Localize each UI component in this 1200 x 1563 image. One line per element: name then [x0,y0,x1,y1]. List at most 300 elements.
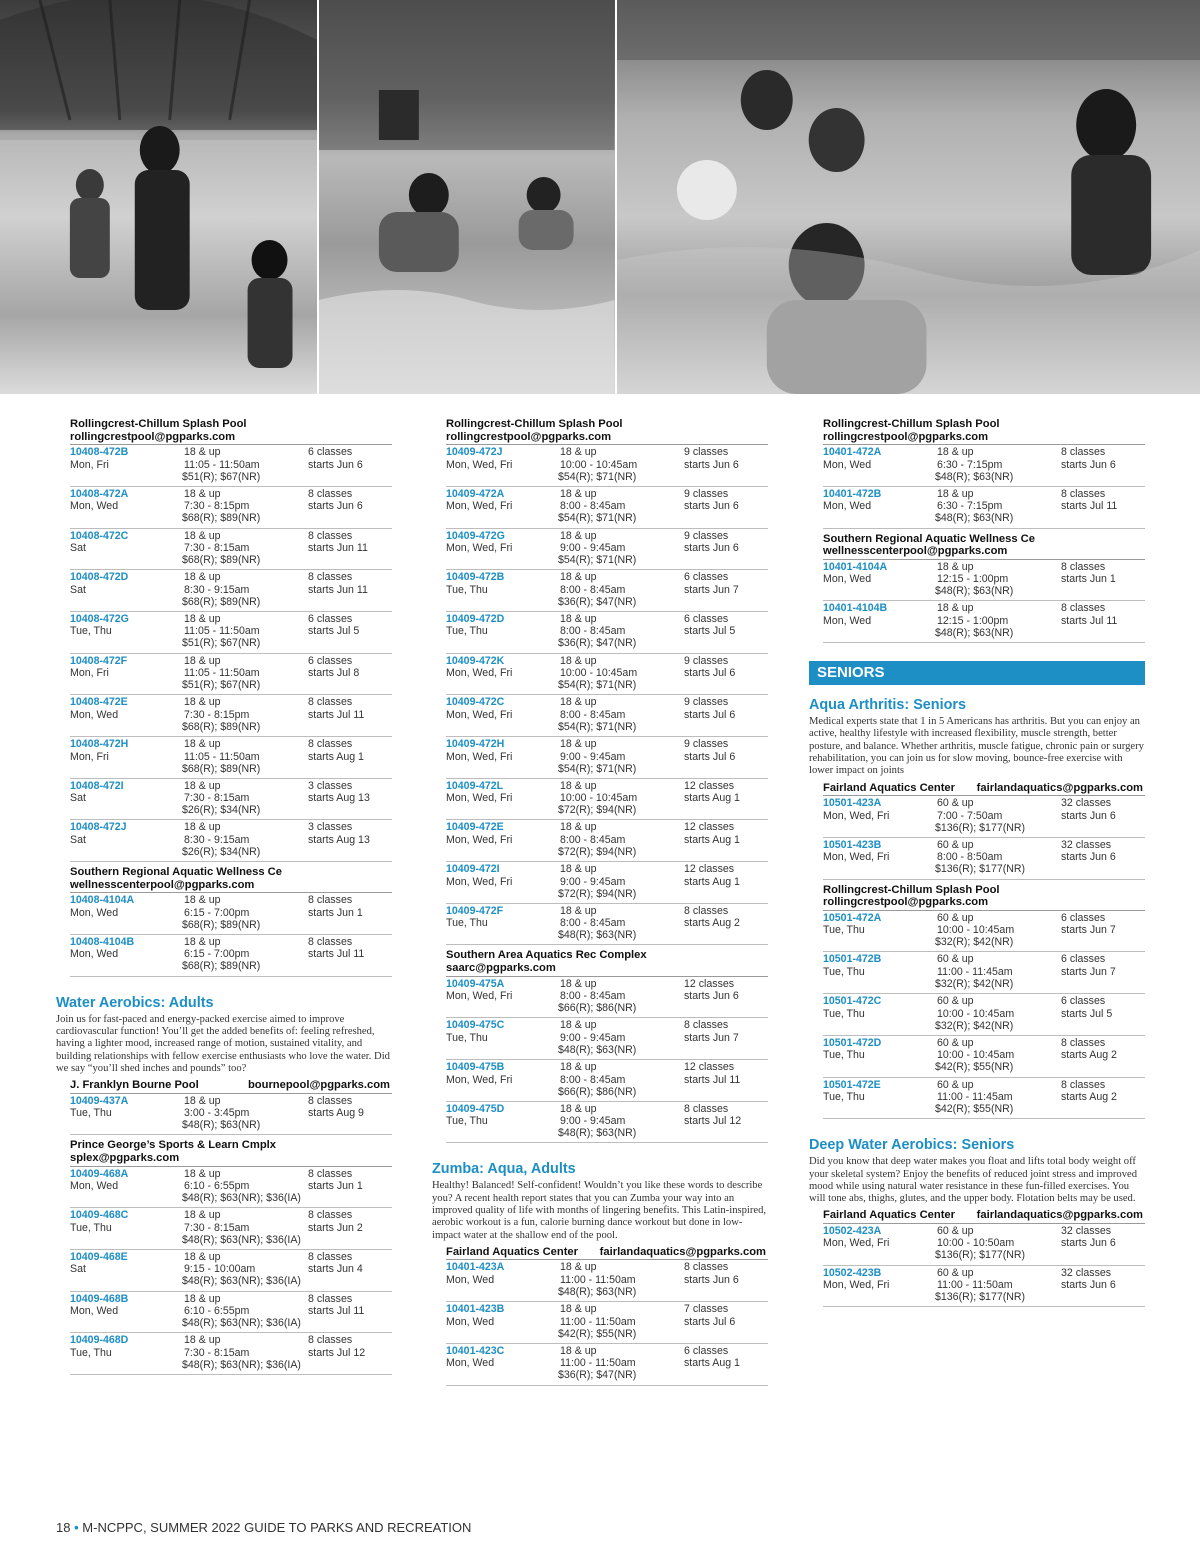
class-time: 8:00 - 8:45am [560,500,626,513]
class-time: 12:15 - 1:00pm [937,614,1009,627]
class-count: 8 classes [308,487,353,500]
class-row [70,529,392,571]
class-time: 7:30 - 8:15pm [184,708,250,721]
start-date: starts Jun 7 [1061,965,1116,978]
age-range: 18 & up [560,1102,597,1115]
course-code: 10409-472E [446,821,504,834]
class-list [823,559,1145,643]
class-row [446,529,768,571]
age-range: 18 & up [937,560,974,573]
class-time: 7:30 - 8:15am [184,792,250,805]
class-row [446,612,768,654]
start-date: starts Jul 8 [308,667,360,680]
class-fee: $72(R); $94(NR) [558,804,637,817]
class-fee: $48(R); $63(NR); $36(IA) [182,1358,301,1371]
class-row [70,820,392,862]
start-date: starts Jul 11 [1061,500,1118,513]
course-code: 10408-472F [70,654,128,667]
class-days: Mon, Wed, Fri [446,875,513,888]
class-count: 8 classes [1061,560,1106,573]
venue-email: wellnesscenterpool@pgparks.com [70,878,255,891]
class-fee: $48(R); $63(NR); $36(IA) [182,1317,301,1330]
venue-block [809,533,1145,644]
age-range: 18 & up [560,863,597,876]
class-fee: $48(R); $63(NR) [935,512,1014,525]
column-1 [56,418,392,1375]
start-date: starts Jun 6 [684,458,739,471]
class-fee: $48(R); $63(NR) [935,626,1014,639]
class-count: 8 classes [308,1209,353,1222]
class-row [70,1292,392,1334]
start-date: starts Aug 1 [684,792,740,805]
course-code: 10409-437A [70,1094,129,1107]
class-fee: $32(R); $42(NR) [935,1019,1014,1032]
class-fee: $42(R); $55(NR) [558,1327,637,1340]
class-row [70,779,392,821]
course-code: 10501-423A [823,797,882,810]
class-row [446,1102,768,1144]
class-list [823,795,1145,879]
section-description: Join us for fast-paced and energy-packed exercise aimed to improve cardiovascular function! You’ll get the added benefits of: feeling refreshed, having a lighter mood, increased range of motion, sustained vitality, and building relationships with fellow exercise enthusiasts who love the water. Did we say “you’ll shed inches and pounds” too? [56,1013,390,1074]
course-code: 10409-468E [70,1250,128,1263]
start-date: starts Jul 11 [308,708,365,721]
class-fee: $54(R); $71(NR) [558,762,637,775]
class-time: 8:00 - 8:45am [560,917,626,930]
class-days: Mon, Wed, Fri [446,792,513,805]
class-time: 11:00 - 11:45am [937,1091,1013,1104]
course-code: 10408-4104B [70,935,135,948]
start-date: starts Aug 2 [684,917,740,930]
class-count: 8 classes [308,571,353,584]
age-range: 60 & up [937,797,974,810]
start-date: starts Jun 6 [308,458,363,471]
class-time: 11:00 - 11:50am [560,1357,636,1370]
start-date: starts Jun 1 [1061,573,1116,586]
course-code: 10501-423B [823,838,882,851]
class-time: 7:30 - 8:15am [184,542,250,555]
start-date: starts Jul 6 [684,708,736,721]
class-days: Tue, Thu [446,583,488,596]
class-fee: $136(R); $177(NR) [935,863,1026,876]
age-range: 18 & up [560,1303,597,1316]
section-water-aerobics [56,995,392,1375]
venue-block [432,418,768,945]
class-fee: $36(R); $47(NR) [558,1369,637,1382]
class-list [70,1166,392,1375]
class-time: 6:30 - 7:15pm [937,458,1003,471]
start-date: starts Aug 1 [684,833,740,846]
course-code: 10401-4104A [823,560,888,573]
class-row [70,487,392,529]
class-count: 32 classes [1061,1224,1112,1237]
venue-email: fairlandaquatics@pgparks.com [599,1245,766,1258]
start-date: starts Jun 1 [308,906,363,919]
course-code: 10409-472K [446,654,505,667]
class-time: 11:00 - 11:50am [937,1279,1013,1292]
venue-email: splex@pgparks.com [70,1151,180,1164]
class-count: 6 classes [308,446,353,459]
class-time: 9:00 - 9:45am [560,750,626,763]
class-fee: $54(R); $71(NR) [558,512,637,525]
class-fee: $48(R); $63(NR) [558,929,637,942]
start-date: starts Jun 6 [1061,851,1116,864]
class-count: 6 classes [308,612,353,625]
section-description: Did you know that deep water makes you float and lifts total body weight off your skeletal system? Enjoy the benefits of reduced joint stress and improved mood while using natural water resistance in these fun-filled exercises. You will tone abs, thighs, glutes, and the upper body. Flotation belts may be used. [809,1156,1138,1205]
venue-header [432,1246,768,1259]
class-row [70,570,392,612]
class-time: 8:00 - 8:45am [560,583,626,596]
course-code: 10501-472C [823,995,882,1008]
age-range: 18 & up [184,1094,221,1107]
age-range: 18 & up [560,821,597,834]
class-count: 12 classes [684,779,735,792]
start-date: starts Jul 11 [308,948,365,961]
class-fee: $54(R); $71(NR) [558,554,637,567]
course-code: 10401-4104B [823,602,888,615]
course-code: 10409-475C [446,1019,505,1032]
section-description: Medical experts state that 1 in 5 Americans has arthritis. But you can enjoy an active, healthy lifestyle with increased flexibility, muscle strength, better posture, and balance. Whether arthritis, muscle fatigue, chronic pain or surgery rehabilitation, you can join us for slow moving, bounce-free exercise with lower impact on joints [809,716,1144,777]
start-date: starts Jun 2 [308,1221,363,1234]
age-range: 18 & up [560,612,597,625]
page-footer [56,1520,471,1535]
class-days: Mon, Wed [70,1305,119,1318]
venue-header [56,866,392,891]
class-time: 6:30 - 7:15pm [937,500,1003,513]
class-row [446,1060,768,1102]
age-range: 18 & up [184,821,221,834]
class-row [446,1302,768,1344]
venue-header [432,418,768,443]
course-code: 10408-472D [70,571,129,584]
class-time: 6:10 - 6:55pm [184,1180,250,1193]
venue-header [56,1139,392,1164]
age-range: 18 & up [560,1019,597,1032]
course-code: 10409-472C [446,696,505,709]
class-count: 9 classes [684,654,729,667]
start-date: starts Jul 6 [684,1315,736,1328]
age-range: 18 & up [560,904,597,917]
photo-pool-swim-lesson [319,0,615,394]
class-days: Mon, Wed [823,614,872,627]
class-row [823,601,1145,643]
class-days: Tue, Thu [446,917,488,930]
course-code: 10409-475D [446,1102,505,1115]
class-row [70,654,392,696]
section-description: Healthy! Balanced! Self-confident! Wouldn’t you like these words to describe you? A recent health report states that you can Zumba your way into an improved quality of life with months of lingering benefits. This Latin-inspired, aerobic workout is a fun, calorie burning dance workout but done in low-impact water at the shallow end of the pool. [432,1180,767,1241]
start-date: starts Jul 11 [684,1073,741,1086]
class-days: Tue, Thu [70,1107,112,1120]
age-range: 60 & up [937,1266,974,1279]
age-range: 18 & up [560,571,597,584]
course-code: 10501-472A [823,911,882,924]
class-time: 9:00 - 9:45am [560,542,626,555]
page-number: 18 [56,1520,71,1535]
start-date: starts Jun 11 [308,542,368,555]
class-time: 3:00 - 3:45pm [184,1107,250,1120]
age-range: 18 & up [184,1250,221,1263]
start-date: starts Jun 1 [308,1180,363,1193]
class-count: 9 classes [684,529,729,542]
class-time: 9:15 - 10:00am [184,1263,256,1276]
start-date: starts Aug 2 [1061,1091,1117,1104]
class-days: Mon, Wed, Fri [446,833,513,846]
start-date: starts Jul 11 [1061,614,1118,627]
age-range: 18 & up [184,487,221,500]
class-count: 8 classes [308,1292,353,1305]
class-row [823,560,1145,602]
class-row [446,862,768,904]
class-time: 11:05 - 11:50am [184,667,260,680]
class-count: 8 classes [308,894,353,907]
venue-name: Southern Regional Aquatic Wellness Ce [823,532,1035,545]
class-days: Mon, Wed [70,500,119,513]
class-days: Mon, Wed, Fri [823,1237,890,1250]
class-fee: $48(R); $63(NR) [558,1285,637,1298]
venue-name: Rollingcrest-Chillum Splash Pool [823,418,1000,430]
class-row [70,1094,392,1136]
class-time: 11:00 - 11:50am [560,1315,636,1328]
class-days: Tue, Thu [70,1346,112,1359]
class-list [70,444,392,862]
age-range: 18 & up [937,487,974,500]
age-range: 18 & up [184,779,221,792]
age-range: 18 & up [184,446,221,459]
class-row [70,1208,392,1250]
class-row [446,977,768,1019]
class-row [446,820,768,862]
column-3 [809,418,1145,1307]
class-days: Mon, Wed [823,458,872,471]
class-days: Mon, Wed [70,906,119,919]
class-count: 8 classes [308,1094,353,1107]
venue-email: fairlandaquatics@pgparks.com [976,781,1143,794]
class-row [70,737,392,779]
section-zumba [432,1161,768,1385]
class-time: 9:00 - 9:45am [560,1031,626,1044]
venue-header [56,418,392,443]
class-time: 9:00 - 9:45am [560,1115,626,1128]
start-date: starts Jul 11 [308,1305,365,1318]
class-row [823,487,1145,529]
class-row [823,796,1145,838]
course-code: 10502-423A [823,1224,882,1237]
venue-header [809,884,1145,909]
class-days: Mon, Wed [446,1273,495,1286]
class-fee: $48(R); $63(NR) [182,1119,261,1132]
course-code: 10401-423B [446,1303,505,1316]
age-range: 18 & up [560,696,597,709]
venue-header [809,1209,1145,1222]
age-range: 18 & up [184,1292,221,1305]
class-row [446,445,768,487]
class-row [446,737,768,779]
start-date: starts Jul 12 [308,1346,366,1359]
venue-email: rollingcrestpool@pgparks.com [70,430,236,443]
photo-strip [0,0,1200,394]
class-row [446,695,768,737]
class-count: 8 classes [308,1250,353,1263]
class-fee: $68(R); $89(NR) [182,918,261,931]
venue-block [56,418,392,862]
class-row [446,779,768,821]
age-range: 18 & up [184,894,221,907]
class-days: Mon, Fri [70,750,109,763]
class-count: 8 classes [684,1261,729,1274]
class-days: Sat [70,542,86,555]
class-days: Tue, Thu [70,625,112,638]
class-row [70,1250,392,1292]
class-time: 8:00 - 8:45am [560,708,626,721]
class-row [823,952,1145,994]
venue-header [432,949,768,974]
class-fee: $48(R); $63(NR) [935,470,1014,483]
class-count: 32 classes [1061,838,1112,851]
class-count: 8 classes [684,1102,729,1115]
class-fee: $68(R); $89(NR) [182,595,261,608]
section-title: Aqua Arthritis: Seniors [809,697,966,714]
start-date: starts Jun 6 [1061,1237,1116,1250]
class-days: Mon, Wed, Fri [446,500,513,513]
class-days: Mon, Wed [446,1357,495,1370]
class-count: 6 classes [684,612,729,625]
venue-email: rollingcrestpool@pgparks.com [446,430,612,443]
class-time: 10:00 - 10:50am [937,1237,1015,1250]
venue-header [56,1079,392,1092]
class-fee: $42(R); $55(NR) [935,1061,1014,1074]
class-fee: $51(R); $67(NR) [182,679,261,692]
start-date: starts Jun 7 [684,583,739,596]
class-fee: $136(R); $177(NR) [935,1249,1026,1262]
course-code: 10409-472D [446,612,505,625]
class-days: Tue, Thu [446,1115,488,1128]
age-range: 60 & up [937,1224,974,1237]
age-range: 60 & up [937,838,974,851]
course-code: 10409-468D [70,1334,129,1347]
class-fee: $32(R); $42(NR) [935,977,1014,990]
class-fee: $48(R); $63(NR); $36(IA) [182,1192,301,1205]
class-count: 8 classes [308,529,353,542]
venue-header [809,418,1145,443]
class-count: 8 classes [684,1019,729,1032]
class-count: 8 classes [1061,1036,1106,1049]
start-date: starts Jul 5 [684,625,736,638]
age-range: 18 & up [184,738,221,750]
start-date: starts Jun 6 [1061,458,1116,471]
class-count: 8 classes [308,696,353,709]
class-count: 6 classes [684,1344,729,1357]
class-fee: $54(R); $71(NR) [558,470,637,483]
age-range: 18 & up [560,1261,597,1274]
class-row [446,1344,768,1386]
course-code: 10401-423C [446,1344,505,1357]
section-title: Zumba: Aqua, Adults [432,1161,576,1178]
class-count: 6 classes [1061,995,1106,1008]
class-fee: $136(R); $177(NR) [935,1291,1026,1304]
class-days: Tue, Thu [446,1031,488,1044]
class-row [70,935,392,977]
class-count: 9 classes [684,696,729,709]
venue-block [809,418,1145,529]
class-row [823,994,1145,1036]
class-row [446,654,768,696]
start-date: starts Aug 1 [684,1357,740,1370]
class-count: 9 classes [684,487,729,500]
start-date: starts Jun 7 [1061,924,1116,937]
course-code: 10409-472G [446,529,505,542]
class-count: 3 classes [308,779,353,792]
class-fee: $48(R); $63(NR) [558,1127,637,1140]
class-days: Mon, Fri [70,458,109,471]
class-time: 8:00 - 8:45am [560,625,626,638]
venue-block [432,949,768,1143]
start-date: starts Jun 11 [308,583,368,596]
class-days: Tue, Thu [823,1049,865,1062]
venue-block [56,866,392,977]
course-code: 10408-472J [70,821,127,834]
start-date: starts Jul 5 [1061,1007,1113,1020]
course-code: 10408-472A [70,487,129,500]
class-list [446,1259,768,1385]
class-fee: $48(R); $63(NR) [558,1043,637,1056]
class-days: Sat [70,833,86,846]
class-row [823,1266,1145,1308]
age-range: 18 & up [184,935,221,948]
age-range: 18 & up [184,529,221,542]
class-days: Mon, Wed [823,500,872,513]
class-time: 11:05 - 11:50am [184,750,260,763]
age-range: 18 & up [184,1334,221,1347]
age-range: 18 & up [184,1209,221,1222]
class-time: 10:00 - 10:45am [937,924,1015,937]
age-range: 18 & up [937,446,974,459]
start-date: starts Jun 6 [684,1273,739,1286]
course-code: 10408-4104A [70,894,135,907]
venue-name: Fairland Aquatics Center [823,781,955,794]
class-row [446,570,768,612]
start-date: starts Aug 2 [1061,1049,1117,1062]
class-row [446,904,768,946]
class-days: Mon, Wed, Fri [446,990,513,1003]
course-code: 10409-472L [446,779,504,792]
venue-name: Southern Area Aquatics Rec Complex [446,949,647,962]
class-count: 32 classes [1061,797,1112,810]
course-code: 10409-472J [446,446,503,459]
age-range: 18 & up [184,696,221,709]
start-date: starts Aug 13 [308,833,370,846]
class-fee: $32(R); $42(NR) [935,936,1014,949]
class-days: Mon, Wed, Fri [446,542,513,555]
age-range: 18 & up [560,1344,597,1357]
class-time: 8:30 - 9:15am [184,583,250,596]
class-time: 12:15 - 1:00pm [937,573,1009,586]
class-fee: $48(R); $63(NR) [935,585,1014,598]
class-days: Mon, Wed, Fri [823,851,890,864]
section-title: Water Aerobics: Adults [56,994,214,1011]
venue-name: Rollingcrest-Chillum Splash Pool [70,418,247,430]
class-row [70,893,392,935]
class-row [446,1018,768,1060]
class-count: 12 classes [684,863,735,876]
start-date: starts Aug 9 [308,1107,364,1120]
class-days: Sat [70,583,86,596]
start-date: starts Jul 6 [684,667,736,680]
course-code: 10408-472E [70,696,128,709]
class-row [823,838,1145,880]
class-days: Mon, Wed [823,573,872,586]
class-fee: $66(R); $86(NR) [558,1085,637,1098]
course-code: 10409-472H [446,738,505,750]
class-time: 7:30 - 8:15am [184,1346,250,1359]
